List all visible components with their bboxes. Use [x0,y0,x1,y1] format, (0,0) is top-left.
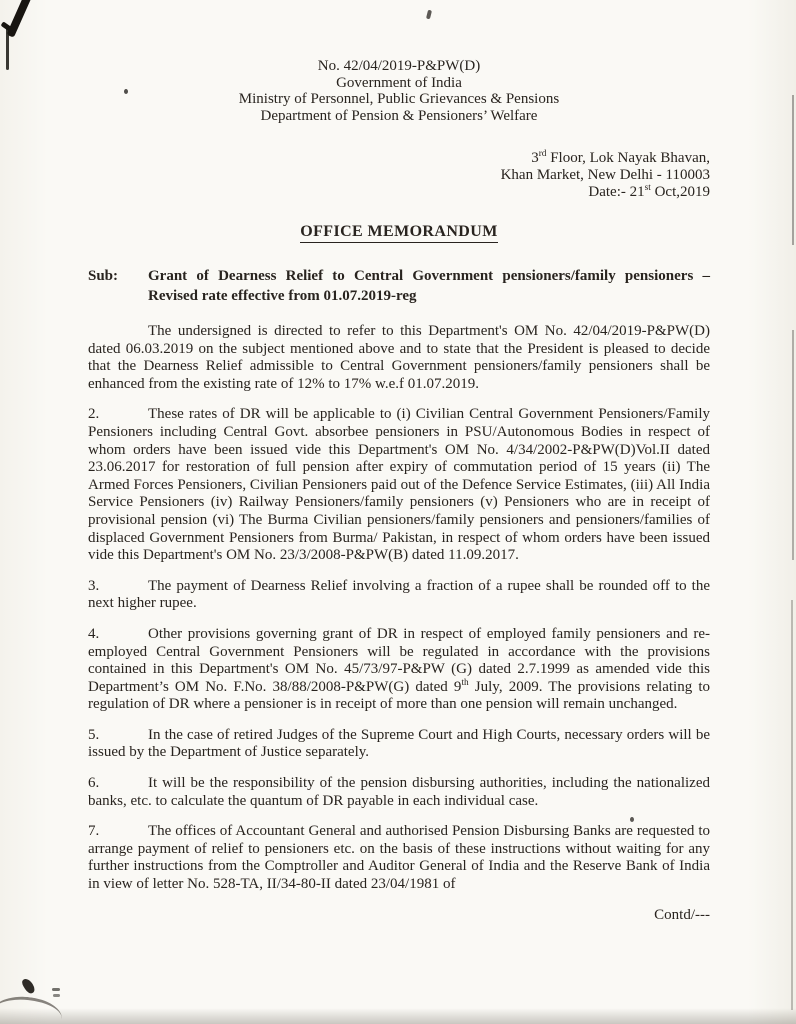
paragraph-number: 7. [88,823,100,840]
paragraph-number: 6. [88,775,100,792]
memo-title-row [88,223,710,243]
paragraph-number: 2. [88,406,100,423]
scan-speck [426,10,432,20]
paragraph-number: 4. [88,625,100,642]
address-line-2: Khan Market, New Delhi - 110003 [500,167,710,183]
ministry-line: Ministry of Personnel, Public Grievances & Pensions [238,91,560,107]
memo-content [88,58,710,924]
paragraph-1 [88,323,710,393]
paragraph-text: Other provisions governing grant of DR in respect of employed family pensioners and re-employed Central Government Pensioners will be regulated in accordance with the provisions contained in this Department's OM No. 45/73/97-P&PW (G) dated 2.7.1999 as amended vide this Department’s OM No. F.No. 38/88/2008-P&PW(G) dated 9 [88,625,710,695]
paragraph-2 [88,406,710,564]
paragraph-4 [88,626,710,714]
letterhead [88,58,710,124]
paragraph-number: 3. [88,577,100,594]
date-line: Date:- 21st Oct,2019 [588,183,710,200]
paragraph-text: The payment of Dearness Relief involving a fraction of a rupee shall be rounded off to the next higher rupee. [88,577,710,612]
scan-artifact-bottom-band [0,1008,796,1024]
subject-text: Grant of Dearness Relief to Central Government pensioners/family pensioners – Revised rate effective from 01.07.2019-reg [148,268,710,304]
paragraph-3 [88,578,710,613]
paragraph-text: July, 2009. The provisions relating to regulation of DR where a pensioner is in receipt of more than one pension will remain unchanged. [88,678,710,713]
government-line: Government of India [336,74,462,91]
paragraph-7 [88,823,710,893]
paragraph-text: The offices of Accountant General and authorised Pension Disbursing Banks are requested to arrange payment of relief to pensioners etc. on the basis of these instructions without waiting for any further instructions from the Comptroller and Auditor General of India and the Reserve Bank of India in view of letter No. 528-TA, II/34-80-II dated 23/04/1981 of [88,823,710,893]
ordinal-superscript: st [644,183,651,193]
scan-artifact-left-edge [6,26,9,70]
ordinal-superscript: th [461,677,469,688]
scan-artifact-right-edge [791,600,793,1010]
paragraph-text: It will be the responsibility of the pension disbursing authorities, including the nationalized banks, etc. to calculate the quantum of DR payable in each individual case. [88,775,710,809]
paragraph-number: 5. [88,726,100,743]
paragraph-text: These rates of DR will be applicable to (i) Civilian Central Government Pensioners/Family Pensioners including Central Govt. absorbee pensioners in PSU/Autonomous Bodies in respect of whom orders have been issued vide this Department's OM No. 4/34/2002-P&PW(D)Vol.II dated 23.06.2017 for restoration of full pension after expiry of commutation period of 15 years (ii) The Armed Forces Pensioners, Civilian Pensioners paid out of the Defence Service Estimates, (iii) All India Service Pensioners (iv) Railway Pensioners/family pensioners (v) Pensioners who are in receipt of provisional pension (vi) The Burma Civilian pensioners/family pensioners and pensioners/families of displaced Government Pensioners from Burma/ Pakistan, in respect of whom orders have been issued vide this Department's OM No. 23/3/2008-P&PW(B) dated 11.09.2017. [88,406,710,564]
office-address-block [88,150,710,201]
subject-label: Sub: [88,268,119,284]
department-line: Department of Pension & Pensioners’ Welfare [260,107,538,124]
subject-block [88,267,710,306]
paragraph-text: The undersigned is directed to refer to this Department's OM No. 42/04/2019-P&PW(D) dated 06.03.2019 on the subject mentioned above and to state that the President is pleased to decide that the Dearness Relief admissible to Central Government pensioners/family pensioners shall be enhanced from the existing rate of 12% to 17% w.e.f 01.07.2019. [88,323,710,392]
paragraph-text: In the case of retired Judges of the Supreme Court and High Courts, necessary orders will be issued by the Department of Justice separately. [88,726,710,761]
scan-artifact-bottom-left [53,994,60,997]
paragraph-5 [88,727,710,762]
contd-note: Contd/--- [654,906,710,923]
memo-title: OFFICE MEMORANDUM [300,223,497,243]
ordinal-superscript: rd [538,149,547,159]
scan-artifact-bottom-left [52,988,60,991]
address-line-1: 3rd Floor, Lok Nayak Bhavan, [531,149,710,166]
scan-artifact-bottom-left [20,977,36,995]
scan-artifact-right-edge [792,95,794,245]
reference-number: No. 42/04/2019-P&PW(D) [317,58,481,74]
scan-artifact-right-edge [792,330,794,560]
paragraph-6 [88,775,710,810]
